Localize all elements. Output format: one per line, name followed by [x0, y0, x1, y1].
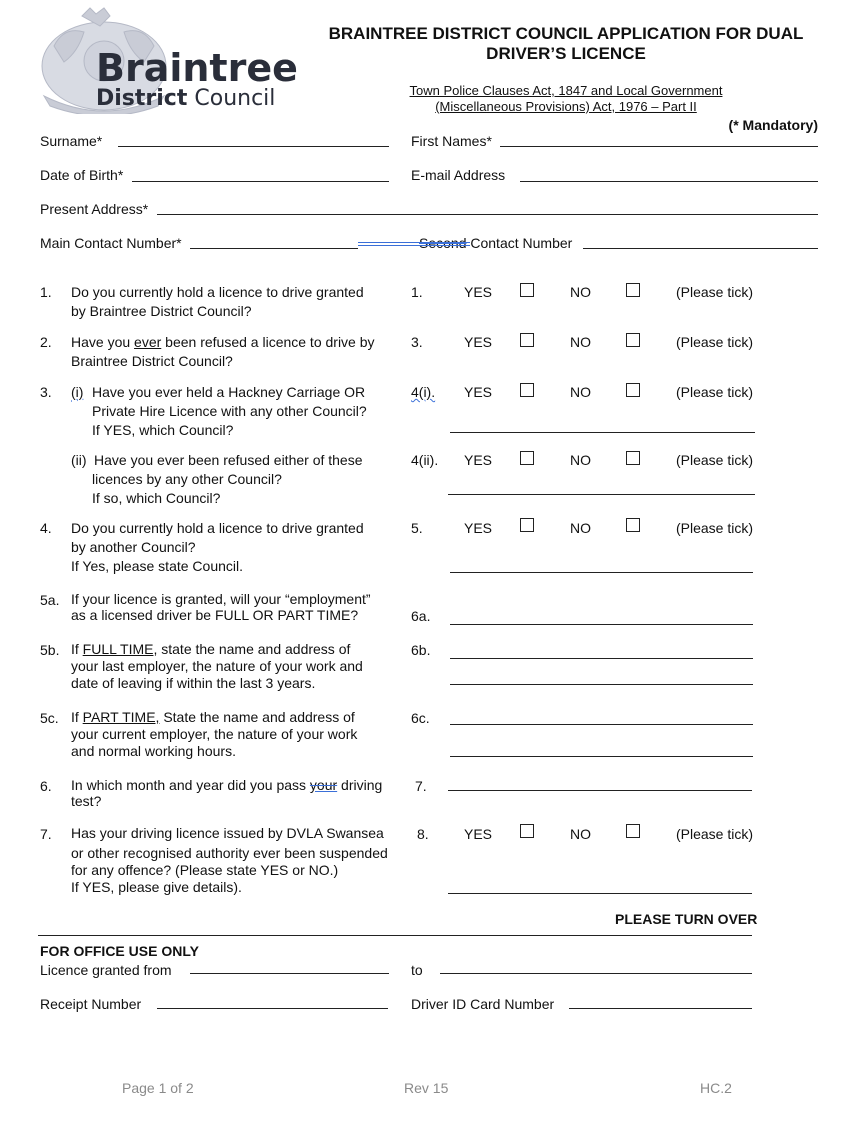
q2-text: Have you ever been refused a licence to drive by Braintree District Council?	[71, 334, 375, 369]
q7-yes-label: YES	[464, 826, 493, 842]
q3i-no-checkbox[interactable]	[626, 383, 640, 397]
q2-no-label: NO	[570, 334, 591, 350]
q7-no-label: NO	[570, 826, 591, 842]
act-reference: Town Police Clauses Act, 1847 and Local Government (Miscellaneous Provisions) Act, 1976 – Part II	[409, 83, 723, 114]
granted-to-label: to	[411, 962, 423, 978]
q3ii-answer-number: 4(ii).	[411, 452, 439, 468]
q5c-answer-field-2[interactable]	[450, 756, 753, 757]
q7-no-checkbox[interactable]	[626, 824, 640, 838]
q1-no-checkbox[interactable]	[626, 283, 640, 297]
q3ii-yes-label: YES	[464, 452, 493, 468]
q5c-answer-number: 6c.	[411, 710, 430, 726]
q5c-text: If PART TIME, State the name and address of your current employer, the nature of your work and normal working hours.	[71, 709, 358, 759]
logo-district-council: District Council	[96, 86, 276, 111]
q6-number: 6.	[40, 778, 52, 794]
q7-yes-checkbox[interactable]	[520, 824, 534, 838]
q1-text: Do you currently hold a licence to drive granted by Braintree District Council?	[71, 284, 364, 319]
q7-text: Has your driving licence issued by DVLA Swansea or other recognised authority ever been suspended for any offence? (Please state YES or NO.) If YES, please give details).	[71, 825, 388, 895]
q4-answer-number: 5.	[411, 520, 423, 536]
main-contact-field[interactable]	[190, 248, 358, 249]
q6-text: In which month and year did you pass your driving test?	[71, 777, 383, 809]
q4-no-checkbox[interactable]	[626, 518, 640, 532]
email-label: E-mail Address	[411, 167, 506, 183]
granted-from-label: Licence granted from	[40, 962, 172, 978]
page-number: Page 1 of 2	[122, 1080, 194, 1096]
q3ii-prefix: (ii)	[71, 452, 87, 468]
q6-answer-field[interactable]	[448, 790, 752, 791]
turn-over-note: PLEASE TURN OVER	[615, 911, 758, 927]
q3i-yes-label: YES	[464, 384, 493, 400]
granted-to-field[interactable]	[440, 973, 752, 974]
council-logo	[34, 6, 296, 116]
dob-field[interactable]	[132, 181, 389, 182]
form-title: BRAINTREE DISTRICT COUNCIL APPLICATION FOR DUAL DRIVER’S LICENCE	[328, 24, 804, 63]
q4-text: Do you currently hold a licence to drive granted by another Council? If Yes, please state Council.	[71, 520, 364, 574]
first-names-label: First Names*	[411, 133, 492, 149]
q1-tick-note: (Please tick)	[676, 284, 754, 300]
q5b-answer-number: 6b.	[411, 642, 431, 658]
receipt-label: Receipt Number	[40, 996, 142, 1012]
q4-council-field[interactable]	[450, 572, 753, 573]
office-heading: FOR OFFICE USE ONLY	[40, 943, 199, 959]
office-divider	[38, 935, 752, 936]
q1-answer-number: 1.	[411, 284, 423, 300]
q7-number: 7.	[40, 826, 52, 842]
logo-braintree: Braintree	[96, 46, 298, 90]
q1-yes-checkbox[interactable]	[520, 283, 534, 297]
q3ii-no-label: NO	[570, 452, 591, 468]
q5a-answer-field[interactable]	[450, 624, 753, 625]
q2-yes-checkbox[interactable]	[520, 333, 534, 347]
q5c-answer-field-1[interactable]	[450, 724, 753, 725]
q3ii-council-field[interactable]	[448, 494, 755, 495]
q3i-answer-number: 4(i).	[411, 384, 436, 400]
surname-field[interactable]	[118, 146, 389, 147]
edit-mark	[358, 242, 470, 246]
form-code: HC.2	[700, 1080, 732, 1096]
q4-yes-label: YES	[464, 520, 493, 536]
q2-number: 2.	[40, 334, 52, 350]
q3i-tick-note: (Please tick)	[676, 384, 754, 400]
q4-tick-note: (Please tick)	[676, 520, 754, 536]
first-names-field[interactable]	[500, 146, 818, 147]
q2-yes-label: YES	[464, 334, 493, 350]
q5b-text: If FULL TIME, state the name and address of your last employer, the nature of your work and date of leaving if within the last 3 years.	[71, 641, 363, 691]
q5c-number: 5c.	[40, 710, 59, 726]
q3i-council-field[interactable]	[450, 432, 755, 433]
q7-tick-note: (Please tick)	[676, 826, 754, 842]
address-field[interactable]	[157, 214, 818, 215]
surname-label: Surname*	[40, 133, 103, 149]
q3i-no-label: NO	[570, 384, 591, 400]
q1-number: 1.	[40, 284, 52, 300]
q2-tick-note: (Please tick)	[676, 334, 754, 350]
q3ii-text: Have you ever been refused either of these licences by any other Council? If so, which Council?	[92, 452, 363, 506]
granted-from-field[interactable]	[190, 973, 389, 974]
q7-answer-number: 8.	[417, 826, 429, 842]
q3i-prefix: (i)	[71, 384, 84, 400]
q3ii-tick-note: (Please tick)	[676, 452, 754, 468]
q5b-answer-field-2[interactable]	[450, 684, 753, 685]
q4-yes-checkbox[interactable]	[520, 518, 534, 532]
address-label: Present Address*	[40, 201, 149, 217]
driver-id-field[interactable]	[569, 1008, 752, 1009]
q5a-number: 5a.	[40, 592, 60, 608]
q5b-number: 5b.	[40, 642, 60, 658]
q1-yes-label: YES	[464, 284, 493, 300]
main-contact-label: Main Contact Number*	[40, 235, 182, 251]
email-field[interactable]	[520, 181, 818, 182]
q5a-answer-number: 6a.	[411, 608, 431, 624]
q3i-yes-checkbox[interactable]	[520, 383, 534, 397]
revision: Rev 15	[404, 1080, 449, 1096]
q2-no-checkbox[interactable]	[626, 333, 640, 347]
q3i-text: Have you ever held a Hackney Carriage OR Private Hire Licence with any other Council? If YES, which Council?	[92, 384, 367, 438]
q7-details-field[interactable]	[448, 893, 752, 894]
q3ii-yes-checkbox[interactable]	[520, 451, 534, 465]
q3-number: 3.	[40, 384, 52, 400]
receipt-field[interactable]	[157, 1008, 388, 1009]
second-contact-field[interactable]	[583, 248, 818, 249]
mandatory-note: (* Mandatory)	[728, 117, 818, 133]
second-contact-label: Second Contact Number	[419, 235, 573, 251]
q4-number: 4.	[40, 520, 52, 536]
q5b-answer-field-1[interactable]	[450, 658, 753, 659]
dob-label: Date of Birth*	[40, 167, 124, 183]
q2-answer-number: 3.	[411, 334, 423, 350]
q6-answer-number: 7.	[415, 778, 427, 794]
q5a-text: If your licence is granted, will your “employment” as a licensed driver be FULL OR PART TIME?	[71, 591, 371, 623]
q4-no-label: NO	[570, 520, 591, 536]
driver-id-label: Driver ID Card Number	[411, 996, 555, 1012]
q3ii-no-checkbox[interactable]	[626, 451, 640, 465]
q1-no-label: NO	[570, 284, 591, 300]
